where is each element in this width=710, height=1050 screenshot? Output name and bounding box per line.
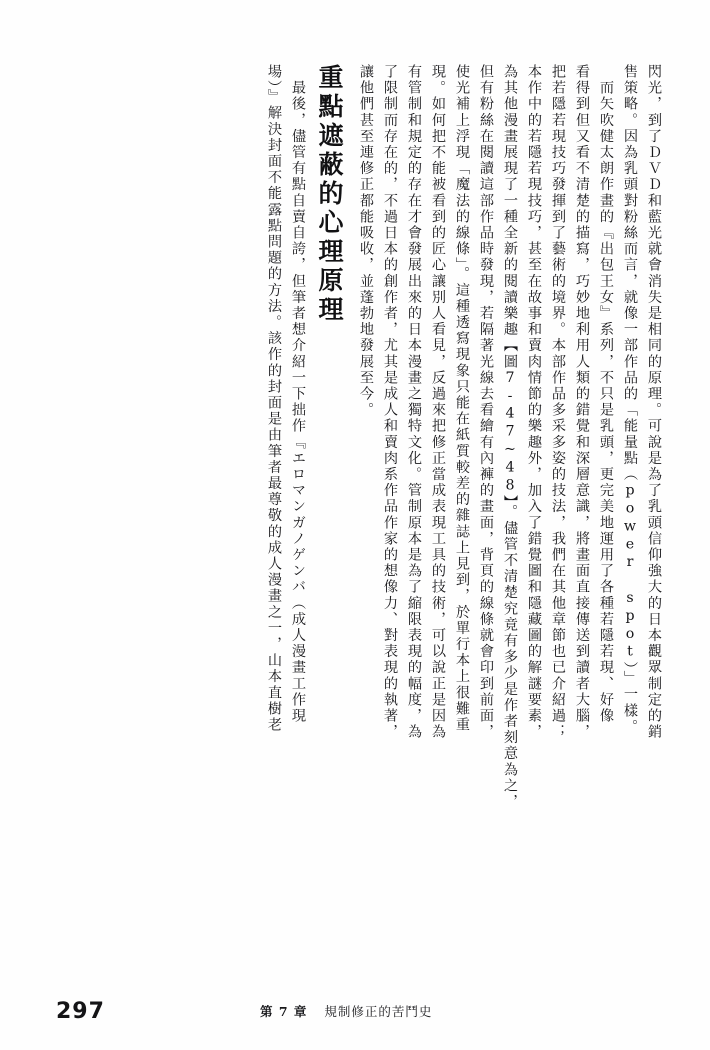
- footer-chapter-title: 規制修正的苦鬥史: [324, 1004, 433, 1019]
- page-number: 297: [56, 999, 105, 1024]
- text-column: 而矢吹健太朗作畫的『出包王女』系列，不只是乳頭，更完美地運用了各種若隱若現、好像: [598, 64, 614, 725]
- text-column: 本作中的若隱若現技巧，甚至在故事和賣肉情節的樂趣外，加入了錯覺圖和隱藏圖的解謎要素，: [526, 64, 542, 741]
- footer-chapter-label: 第 7 章: [260, 1004, 308, 1019]
- vertical-text-body: [46, 64, 666, 944]
- text-column: 使光補上浮現「魔法的線條」。這種透寫現象只能在紙質較差的雜誌上見到，於單行本上很難重: [454, 64, 470, 734]
- text-column: 為其他漫畫展現了一種全新的閱讀樂趣【圖7-47~48】。儘管不清楚究竟有多少是作者刻意為之，: [502, 64, 518, 811]
- section-heading: 重點遮蔽的心理原理: [315, 64, 344, 325]
- page-footer: [0, 994, 710, 1024]
- text-column: 讓他們甚至連修正都能吸收，並蓬勃地發展至今。: [358, 64, 374, 419]
- text-column: 場）』解決封面不能露點問題的方法。該作的封面是由筆者最尊敬的成人漫畫之一，山本直樹老: [266, 64, 282, 734]
- text-column: 最後，儘管有點自賣自誇，但筆者想介紹一下拙作『エロマンガノゲンバ（成人漫畫工作現: [290, 64, 306, 725]
- text-column: 售策略。因為乳頭對粉絲而言，就像一部作品的「能量點（power spot）」一樣。: [622, 64, 638, 735]
- text-column: 把若隱若現技巧發揮到了藝術的境界。本部作品多采多姿的技法，我們在其他章節也已介紹過；: [550, 64, 566, 741]
- text-column: 閃光，到了ＤＶＤ和藍光就會消失是相同的原理。可說是為了乳頭信仰強大的日本觀眾制定的銷: [646, 64, 662, 741]
- text-column: 看得到但又看不清楚的描寫，巧妙地利用人類的錯覺和深層意識，將畫面直接傳送到讀者大腦，: [574, 64, 590, 741]
- text-column: 了限制而存在的，不過日本的創作者，尤其是成人和賣肉系作品作家的想像力、對表現的執著，: [382, 64, 398, 741]
- text-column: 現。如何把不能被看到的匠心讓別人看見，反過來把修正當成表現工具的技術，可以說正是因為: [430, 64, 446, 741]
- text-column: 但有粉絲在閱讀這部作品時發現，若隔著光線去看繪有內褲的畫面，背頁的線條就會印到前面，: [478, 64, 494, 741]
- footer-chapter: [258, 1002, 432, 1020]
- text-column: 有管制和規定的存在才會發展出來的日本漫畫之獨特文化。管制原本是為了縮限表現的幅度，為: [406, 64, 422, 741]
